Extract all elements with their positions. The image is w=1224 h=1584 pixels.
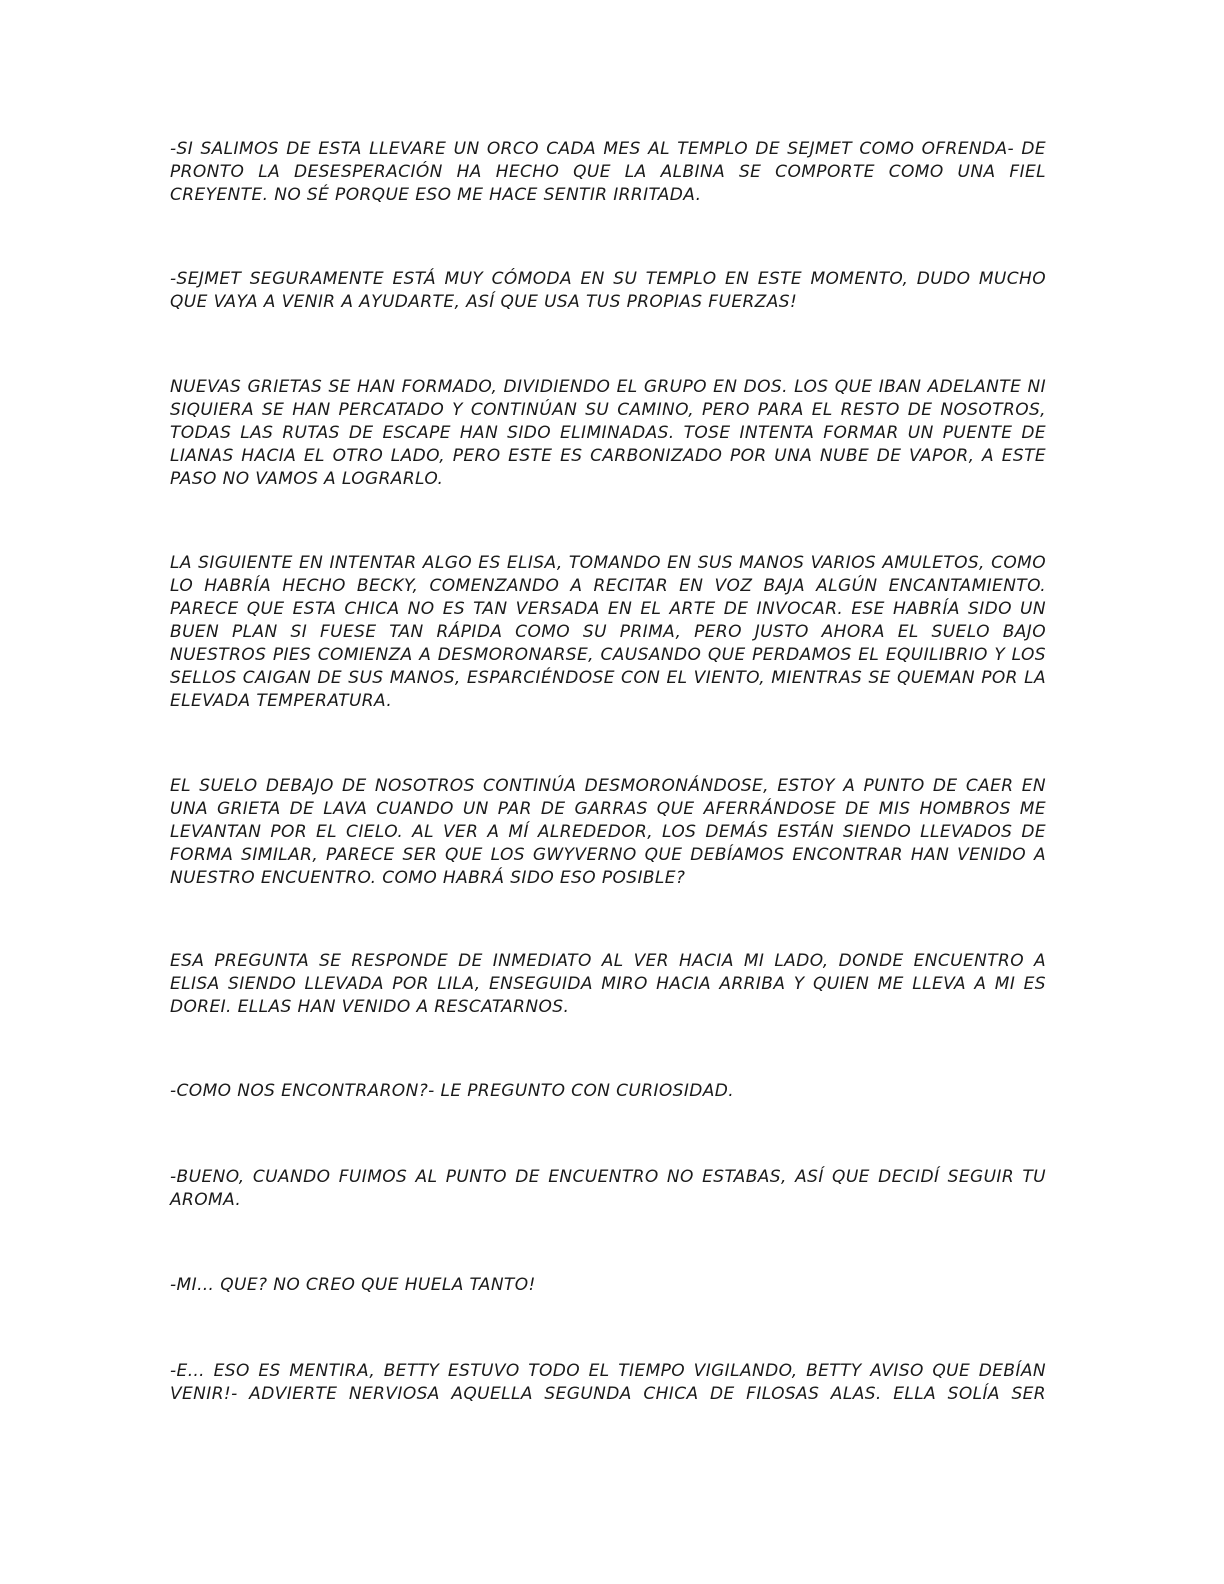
paragraph-2: -SEJMET SEGURAMENTE ESTÁ MUY CÓMODA EN SU TEMPLO EN ESTE MOMENTO, DUDO MUCHO QUE VAYA A VENIR A AYUDARTE, ASÍ QUE USA TUS PROPIAS FUERZAS! [170,269,1046,312]
paragraph-8: -BUENO, CUANDO FUIMOS AL PUNTO DE ENCUENTRO NO ESTABAS, ASÍ QUE DECIDÍ SEGUIR TU AROMA. [170,1167,1046,1210]
paragraph-7: -COMO NOS ENCONTRARON?- LE PREGUNTO CON CURIOSIDAD. [170,1081,735,1101]
paragraph-4: LA SIGUIENTE EN INTENTAR ALGO ES ELISA, TOMANDO EN SUS MANOS VARIOS AMULETOS, COMO LO HABRÍA HECHO BECKY, COMENZANDO A RECITAR EN VOZ BAJA ALGÚN ENCANTAMIENTO. PARECE QUE ESTA CHICA NO ES TAN VERSADA EN EL ARTE DE INVOCAR. ESE HABRÍA SIDO UN BUEN PLAN SI FUESE TAN RÁPIDA COMO SU PRIMA, PERO JUSTO AHORA EL SUELO BAJO NUESTROS PIES COMIENZA A DESMORONARSE, CAUSANDO QUE PERDAMOS EL EQUILIBRIO Y LOS SELLOS CAIGAN DE SUS MANOS, ESPARCIÉNDOSE CON EL VIENTO, MIENTRAS SE QUEMAN POR LA ELEVADA TEMPERATURA. [170,553,1046,711]
paragraph-3: NUEVAS GRIETAS SE HAN FORMADO, DIVIDIENDO EL GRUPO EN DOS. LOS QUE IBAN ADELANTE NI SIQUIERA SE HAN PERCATADO Y CONTINÚAN SU CAMINO, PERO PARA EL RESTO DE NOSOTROS, TODAS LAS RUTAS DE ESCAPE HAN SIDO ELIMINADAS. TOSE INTENTA FORMAR UN PUENTE DE LIANAS HACIA EL OTRO LADO, PERO ESTE ES CARBONIZADO POR UNA NUBE DE VAPOR, A ESTE PASO NO VAMOS A LOGRARLO. [170,377,1046,489]
paragraph-9: -MI… QUE? NO CREO QUE HUELA TANTO! [170,1275,536,1295]
paragraph-6: ESA PREGUNTA SE RESPONDE DE INMEDIATO AL VER HACIA MI LADO, DONDE ENCUENTRO A ELISA SIENDO LLEVADA POR LILA, ENSEGUIDA MIRO HACIA ARRIBA Y QUIEN ME LLEVA A MI ES DOREI. ELLAS HAN VENIDO A RESCATARNOS. [170,951,1046,1017]
paragraph-1: -SI SALIMOS DE ESTA LLEVARE UN ORCO CADA MES AL TEMPLO DE SEJMET COMO OFRENDA- DE PRONTO LA DESESPERACIÓN HA HECHO QUE LA ALBINA SE COMPORTE COMO UNA FIEL CREYENTE. NO SÉ PORQUE ESO ME HACE SENTIR IRRITADA. [170,139,1046,205]
paragraph-5: EL SUELO DEBAJO DE NOSOTROS CONTINÚA DESMORONÁNDOSE, ESTOY A PUNTO DE CAER EN UNA GRIETA DE LAVA CUANDO UN PAR DE GARRAS QUE AFERRÁNDOSE DE MIS HOMBROS ME LEVANTAN POR EL CIELO. AL VER A MÍ ALREDEDOR, LOS DEMÁS ESTÁN SIENDO LLEVADOS DE FORMA SIMILAR, PARECE SER QUE LOS GWYVERNO QUE DEBÍAMOS ENCONTRAR HAN VENIDO A NUESTRO ENCUENTRO. COMO HABRÁ SIDO ESO POSIBLE? [170,776,1046,888]
paragraph-10: -E… ESO ES MENTIRA, BETTY ESTUVO TODO EL TIEMPO VIGILANDO, BETTY AVISO QUE DEBÍAN VENIR!- ADVIERTE NERVIOSA AQUELLA SEGUNDA CHICA DE FILOSAS ALAS. ELLA SOLÍA SER [170,1361,1046,1404]
